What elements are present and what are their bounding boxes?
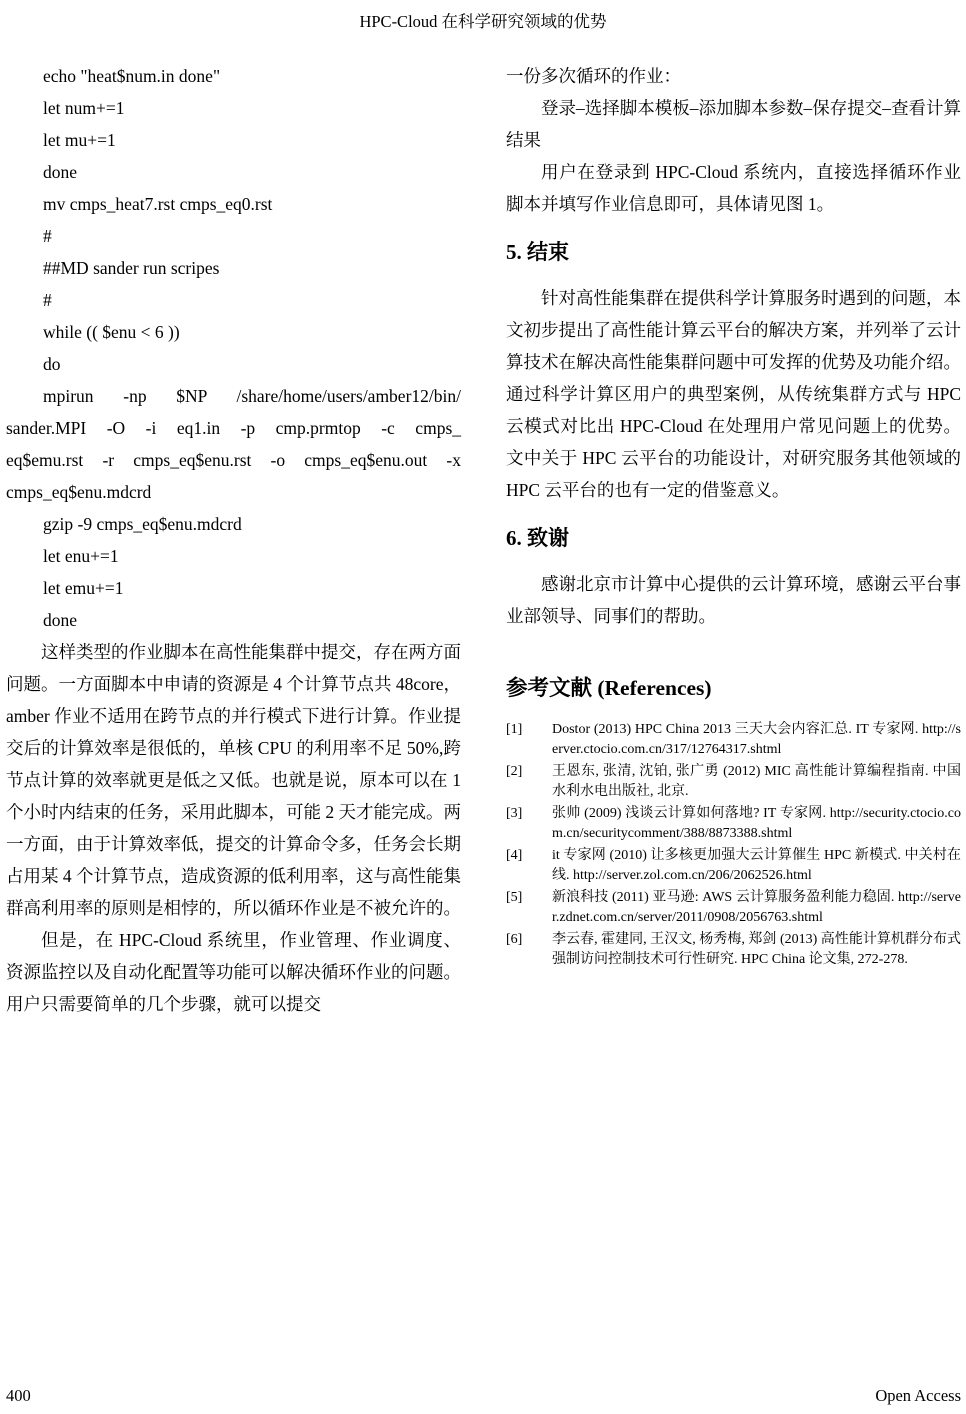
- reference-number: [1]: [506, 722, 523, 737]
- reference-text: Dostor (2013) HPC China 2013 三天大会内容汇总. IT 专家网. http://server.ctocio.com.cn/317/12764317.shtml: [552, 722, 961, 757]
- code-block: [6, 60, 461, 636]
- code-line: while (( $enu < 6 )): [43, 322, 180, 342]
- page-header: [0, 8, 966, 32]
- code-line: echo "heat$num.in done": [43, 66, 221, 86]
- code-line: eq$emu.rst -r cmps_eq$enu.rst -o cmps_eq$enu.out -x: [6, 450, 461, 470]
- code-line: #: [43, 226, 52, 246]
- code-line: do: [43, 354, 61, 374]
- body-paragraph: 登录–选择脚本模板–添加脚本参数–保存提交–查看计算结果: [506, 98, 961, 150]
- reference-number: [4]: [506, 848, 523, 863]
- page-number: 400: [6, 1386, 31, 1405]
- code-line: let mu+=1: [43, 130, 116, 150]
- reference-item: [506, 930, 961, 970]
- open-access-label: Open Access: [875, 1386, 961, 1405]
- section-6-heading: 6. 致谢: [506, 526, 569, 550]
- body-paragraph: 针对高性能集群在提供科学计算服务时遇到的问题，本文初步提出了高性能计算云平台的解决方案，并列举了云计算技术在解决高性能集群问题中可发挥的优势及功能介绍。通过科学计算区用户的典型案例，从传统集群方式与 HPC 云模式对比出 HPC-Cloud 在处理用户常见问题上的优势。文中关于 HPC 云平台的功能设计，对研究服务其他领域的 HPC 云平台的也有一定的借鉴意义。: [506, 288, 961, 500]
- references-heading: 参考文献 (References): [506, 676, 712, 700]
- page-footer: [6, 1386, 961, 1406]
- body-paragraph: 感谢北京市计算中心提供的云计算环境，感谢云平台事业部领导、同事们的帮助。: [506, 574, 961, 626]
- code-line: ##MD sander run scripes: [43, 258, 220, 278]
- body-paragraph: 用户在登录到 HPC-Cloud 系统内，直接选择循环作业脚本并填写作业信息即可，具体请见图 1。: [506, 162, 961, 214]
- reference-text: 李云春, 霍建同, 王汉文, 杨秀梅, 郑剑 (2013) 高性能计算机群分布式强制访问控制技术可行性研究. HPC China 论文集, 272-278.: [552, 932, 961, 967]
- reference-text: it 专家网 (2010) 让多核更加强大云计算催生 HPC 新模式. 中关村在线. http://server.zol.com.cn/206/2062526.html: [552, 848, 961, 883]
- code-line: gzip -9 cmps_eq$enu.mdcrd: [43, 514, 242, 534]
- right-column: [506, 60, 961, 1020]
- reference-number: [3]: [506, 806, 523, 821]
- reference-text: 张帅 (2009) 浅谈云计算如何落地? IT 专家网. http://security.ctocio.com.cn/securitycomment/388/8873388.shtml: [552, 806, 961, 841]
- body-paragraph: 一份多次循环的作业：: [506, 66, 681, 86]
- left-column: [6, 60, 461, 1020]
- code-line: done: [43, 610, 78, 630]
- code-line: mpirun -np $NP /share/home/users/amber12/bin/: [43, 386, 461, 406]
- code-line: let num+=1: [43, 98, 125, 118]
- reference-item: [506, 804, 961, 844]
- reference-item: [506, 846, 961, 886]
- body-paragraph: 但是，在 HPC-Cloud 系统里，作业管理、作业调度、资源监控以及自动化配置等功能可以解决循环作业的问题。用户只需要简单的几个步骤，就可以提交: [6, 930, 461, 1014]
- code-line: let enu+=1: [43, 546, 119, 566]
- reference-number: [6]: [506, 932, 523, 947]
- reference-item: [506, 888, 961, 928]
- code-line: done: [43, 162, 78, 182]
- section-5-heading: 5. 结束: [506, 240, 569, 264]
- running-title: HPC-Cloud 在科学研究领域的优势: [359, 12, 607, 31]
- code-line: let emu+=1: [43, 578, 124, 598]
- two-column-body: [6, 60, 961, 1020]
- reference-text: 新浪科技 (2011) 亚马逊: AWS 云计算服务盈利能力稳固. http://server.zdnet.com.cn/server/2011/0908/2056763.shtml: [552, 890, 961, 925]
- code-line: mv cmps_heat7.rst cmps_eq0.rst: [43, 194, 273, 214]
- code-line: #: [43, 290, 52, 310]
- code-line: cmps_eq$enu.mdcrd: [6, 482, 152, 502]
- reference-number: [5]: [506, 890, 523, 905]
- body-paragraph: 这样类型的作业脚本在高性能集群中提交，存在两方面问题。一方面脚本中申请的资源是 4 个计算节点共 48core，amber 作业不适用在跨节点的并行模式下进行计算。作业提交后的计算效率是很低的，单核 CPU 的利用率不足 50%,跨节点计算的效率就更是低之又低。也就是说，原本可以在 1 个小时内结束的任务，采用此脚本，可能 2 天才能完成。两一方面，由于计算效率低，提交的计算命令多，任务会长期占用某 4 个计算节点，造成资源的低利用率，这与高性能集群高利用率的原则是相悖的，所以循环作业是不被允许的。: [6, 642, 461, 918]
- reference-number: [2]: [506, 764, 523, 779]
- code-line: sander.MPI -O -i eq1.in -p cmp.prmtop -c cmps_: [6, 418, 461, 438]
- reference-item: [506, 720, 961, 760]
- reference-text: 王恩东, 张清, 沈铂, 张广勇 (2012) MIC 高性能计算编程指南. 中国水利水电出版社, 北京.: [552, 764, 961, 799]
- reference-item: [506, 762, 961, 802]
